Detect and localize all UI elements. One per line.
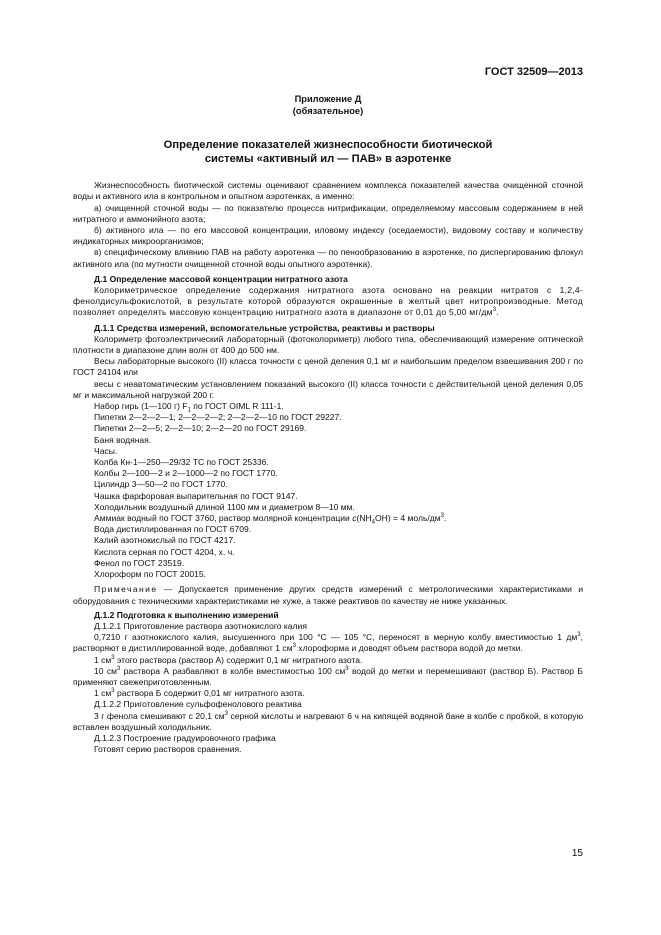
paragraph-phenol-reagent	[73, 711, 583, 733]
paragraph-kno3	[73, 632, 583, 654]
document-content	[73, 93, 583, 755]
d1-text-sup: 3	[492, 307, 497, 314]
item-colorimeter: Колориметр фотоэлектрический лабораторный (фотоколориметр) любого типа, обеспечивающий измерение оптической плотности в диапазоне длин волн от 400 до 500 нм.	[73, 333, 583, 356]
document-title	[73, 139, 583, 166]
kno3-sup-1: 3	[577, 632, 581, 639]
item-cylinder: Цилиндр 3—50—2 по ГОСТ 1770.	[94, 479, 228, 490]
note-paragraph	[73, 584, 583, 606]
item-phenol: Фенол по ГОСТ 23519.	[94, 557, 185, 568]
solution-b-text-2: раствора А разбавляют в колбе вместимостью 100 см	[120, 665, 346, 676]
solution-b-text-1: 10 см	[94, 665, 117, 676]
item-flask-1: Колба Кн-1—250—29/32 ТС по ГОСТ 25336.	[94, 457, 269, 468]
phenol-text-2: серной кислоты и нагревают 6 ч на кипящей водяной бане в колбе с пробкой, в которую вставлен воздушный холодильник.	[73, 710, 583, 732]
gost-header: ГОСТ 32509—2013	[484, 66, 583, 78]
subsection-d121: Д.1.2.1 Приготовление раствора азотнокислого калия	[94, 620, 307, 631]
item-porcelain-cup: Чашка фарфоровая выпарительная по ГОСТ 9147.	[94, 490, 298, 501]
item-potassium-nitrate: Калий азотнокислый по ГОСТ 4217.	[94, 535, 236, 546]
paragraph-series: Готовят серию растворов сравнения.	[94, 744, 242, 755]
ammonia-open: (NH	[356, 513, 372, 524]
phenol-text-1: 3 г фенола смешивают с 20,1 см	[94, 710, 225, 721]
item-sulfuric-acid: Кислота серная по ГОСТ 4204, х. ч.	[94, 546, 235, 557]
item-scales-2: весы с неавтоматическим установлением показаний высокого (II) класса точности с действительной ценой деления 0,05 мг и максимальной нагрузкой 200 г.	[73, 378, 583, 400]
solution-b-content-sup: 3	[111, 688, 115, 695]
item-pipettes-1: Пипетки 2—2—2—1; 2—2—2—2; 2—2—2—10 по ГОСТ 29227.	[94, 412, 342, 423]
document-title-line-2: системы «активный ил — ПАВ» в аэротенке	[204, 152, 452, 165]
phenol-sup: 3	[224, 710, 229, 717]
solution-a-text-2: этого раствора (раствор А) содержит 0,1 мг нитратного азота.	[114, 654, 363, 665]
note-text: — Допускается применение других средств измерений с метрологическими характеристиками и оборудования с техническими характеристиками не хуже, а также реактивов по качеству не ниже указанных.	[73, 584, 583, 606]
d1-text: Колориметрическое определение содержания нитратного азота основано на реакции нитратов с 1,2,4-фенолдисульфокислотой, в результате которой образуются окрашенные в желтый цвет нитропроизводные. Метод позволяет определять массовую концентрацию нитратного азота в диапазоне от 0,01 до 5,00 мг/дм	[73, 285, 583, 318]
weights-sub: 1	[187, 407, 191, 414]
ammonia-sub: 4	[371, 519, 376, 526]
paragraph-solution-b-content	[73, 688, 583, 699]
item-distilled-water: Вода дистиллированная по ГОСТ 6709.	[94, 524, 252, 535]
paragraph-solution-a	[73, 655, 583, 666]
item-flasks-2: Колбы 2—100—2 и 2—1000—2 по ГОСТ 1770.	[94, 468, 278, 479]
appendix-title: Приложение Д	[294, 94, 362, 104]
appendix-note: (обязательное)	[292, 106, 364, 116]
intro-item-c: в) специфическому влиянию ПАВ на работу аэротенка — по пенообразованию в аэротенке, по диспергированию флокул активного ила (по мутности очищенной сточной воды опытного аэротенка).	[73, 247, 583, 269]
section-d1-text	[73, 285, 583, 319]
d1-text-end: .	[496, 307, 499, 318]
weights-text-end: по ГОСТ OIML R 111-1.	[190, 401, 284, 412]
kno3-text-1: 0,7210 г азотнокислого калия, высушенного при 100 °C — 105 °C, переносят в мерную колбу вместимостью 1 дм	[94, 632, 578, 643]
ammonia-c: c	[352, 513, 357, 524]
intro-paragraph: Жизнеспособность биотической системы оценивают сравнением комплекса показателей качества очищенной сточной воды и активного ила в контрольном и опытном аэротенках, а именно:	[73, 180, 583, 202]
paragraph-solution-b	[73, 666, 583, 688]
solution-b-text-3: водой до метки и перемешивают (раствор Б). Раствор Б применяют свежеприготовленным.	[73, 665, 583, 687]
kno3-sup-2: 3	[292, 643, 296, 650]
ammonia-text: Аммиак водный по ГОСТ 3760, раствор молярной концентрации	[94, 513, 353, 524]
item-pipettes-2: Пипетки 2—2—5; 2—2—10; 2—2—20 по ГОСТ 29169.	[94, 423, 307, 434]
page-number: 15	[571, 848, 583, 859]
item-clock: Часы.	[94, 445, 118, 456]
weights-text: Набор гирь (1—100 г) F	[94, 401, 188, 412]
item-water-bath: Баня водяная.	[94, 434, 152, 445]
solution-b-content-1: 1 см	[94, 688, 112, 699]
item-scales-1: Весы лабораторные высокого (II) класса точности с ценой деления 0,1 мг и наибольшим пределом взвешивания 200 г по ГОСТ 24104 или	[73, 356, 583, 378]
item-weights	[73, 401, 583, 412]
subsection-d122: Д.1.2.2 Приготовление сульфофенолового реактива	[94, 699, 302, 710]
item-chloroform: Хлороформ по ГОСТ 20015.	[94, 569, 207, 580]
ammonia-end: .	[444, 513, 447, 524]
note-label: Примечание	[94, 584, 158, 595]
kno3-text-3: хлороформа и доводят объем раствора водой до метки.	[295, 643, 523, 654]
section-d1-heading: Д.1 Определение массовой концентрации нитратного азота	[94, 273, 348, 284]
ammonia-mid: OH) = 4 моль/дм	[375, 513, 441, 524]
intro-item-b: б) активного ила — по его массовой концентрации, иловому индексу (оседаемости), видовому составу и количеству индикаторных микроорганизмов;	[73, 225, 583, 247]
solution-b-sup-1: 3	[116, 665, 121, 672]
ammonia-sup: 3	[440, 513, 445, 520]
subsection-d123: Д.1.2.3 Построение градуировочного графика	[94, 732, 276, 743]
section-d12-heading: Д.1.2 Подготовка к выполнению измерений	[94, 609, 279, 620]
item-air-cooler: Холодильник воздушный длиной 1100 мм и диаметром 8—10 мм.	[94, 501, 355, 512]
section-d11-heading: Д.1.1 Средства измерений, вспомогательные устройства, реактивы и растворы	[94, 322, 435, 333]
intro-item-a: а) очищенной сточной воды — по показателю процесса нитрификации, определяемому массовым содержанием в ней нитратного и аммонийного азота;	[73, 202, 583, 224]
kno3-text-2: , растворяют в дистиллированной воде, добавляют 1 см	[73, 632, 583, 654]
solution-b-sup-2: 3	[345, 665, 349, 672]
solution-b-content-2: раствора Б содержит 0,01 мг нитратного азота.	[114, 688, 305, 699]
document-title-line-1: Определение показателей жизнеспособности биотической	[163, 139, 493, 151]
solution-a-sup: 3	[111, 654, 115, 661]
item-ammonia	[73, 513, 583, 524]
solution-a-text-1: 1 см	[94, 654, 112, 665]
